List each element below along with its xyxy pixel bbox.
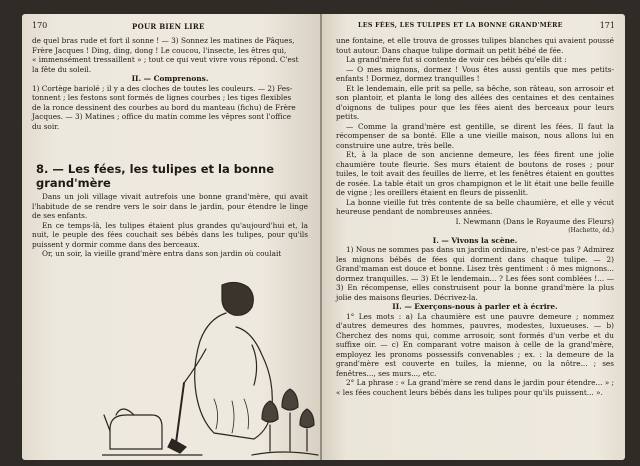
left-page-number: 170: [32, 21, 48, 30]
intro-line: de quel bras rude et fort il sonne ! — 3) Sonnez les matines de Pâques,: [32, 36, 295, 45]
story-paragraph: — Comme la grand'mère est gentille, se dirent les fées. Il faut la récompenser de sa bonté. Elle a une vieille maison, nous allons lui en construire une autre, très belle.: [336, 121, 614, 150]
story-paragraph: La bonne vieille fut très contente de sa belle chaumière, et elle y vécut heureuse pendant de nombreuses années.: [336, 197, 614, 216]
story-paragraph: Et le lendemain, elle prit sa pelle, sa bêche, son râteau, son arrosoir et son plantoir, et planta le long des allées des centaines et des centaines d'oignons de tulipes pour que les fées aient des berceaux pour leurs petits.: [336, 83, 614, 121]
left-intro-block: [32, 36, 308, 131]
story-paragraph: Et, à la place de son ancienne demeure, les fées firent une jolie chaumière toute fleurie. Ses murs étaient de boutons de roses ; pour tuiles, le toit avait des feuilles de lierre, et les fenêtres étaient en gouttes de rosée. La table était un gros champignon et le lit était une belle feuille de vigne ; les oreillers étaient en fleurs de pissenlit.: [336, 150, 614, 197]
intro-line: la fête du soleil.: [32, 64, 92, 74]
story-paragraph: En ce temps-là, les tulipes étaient plus grandes qu'aujourd'hui et, la nuit, le peuple des fées couchait ses bébés dans les tulipes, pour qu'ils puissent y dormir comme dans des berceaux.: [32, 220, 308, 249]
story-paragraph: Dans un joli village vivait autrefois une bonne grand'mère, qui avait l'habitude de se rendre vers le soir dans le jardin, pour étendre le linge de ses enfants.: [32, 192, 308, 220]
author-credit: I. Newmann (Dans le Royaume des Fleurs): [455, 216, 614, 226]
left-running-head: POUR BIEN LIRE: [132, 22, 205, 31]
right-text-block: [336, 36, 614, 397]
section2-item: 1° Les mots : a) La chaumière est une pauvre demeure ; nommez d'autres demeures des hommes, pauvres, modestes, luxueuses. — b) Cherchez des noms qui, comme arrosoir, sont formés d'un verbe et du suffixe oir. — c) En comparant votre maison à celle de la grand'mère, employez les pronoms possessifs convenables ; ex. : la demeure de la grand'mère est couverte en tuiles, la mienne, ou la nôtre... ; ses fenêtres..., ses murs..., etc.: [336, 311, 614, 378]
section1-heading: I. — Vivons la scène.: [432, 235, 518, 245]
section2-item: 2° La phrase : « La grand'mère se rend dans le jardin pour étendre... » ; « les fées couchent leurs bébés dans les tulipes pour qu'ils puissent... ».: [336, 378, 614, 397]
comprenons-line: 1) Cortège bariolé ; il y a des cloches de toutes les couleurs. — 2) Fes-: [32, 83, 293, 93]
publisher-credit: (Hachette, éd.): [568, 227, 614, 234]
story-paragraph: Or, un soir, la vieille grand'mère entra dans son jardin où coulait: [42, 249, 282, 258]
story-paragraph: une fontaine, et elle trouva de grosses tulipes blanches qui avaient poussé tout autour. Dans chaque tulipe dormait un petit bébé de fée.: [336, 36, 614, 55]
left-story-block: [32, 192, 308, 259]
grandmother-tulips-illustration: [102, 279, 320, 457]
comprenons-line: tonnent ; les festons sont formés de lignes courbes ; les tiges flexibles: [32, 93, 292, 102]
intro-line: « immensément tressaillent » ; tout ce qui veut vivre vous répond. C'est: [32, 55, 299, 64]
right-running-head: LES FÉES, LES TULIPES ET LA BONNE GRAND'MÈRE: [358, 22, 563, 29]
story-paragraph: La grand'mère fut si contente de voir ces bébés qu'elle dit :: [346, 55, 567, 64]
right-page: [322, 14, 625, 460]
left-page: [22, 14, 320, 460]
right-page-number: 171: [599, 21, 615, 30]
comprenons-line: Jacques. — 3) Matines ; office du matin comme les vêpres sont l'office: [32, 112, 292, 121]
section1-text: 1) Nous ne sommes pas dans un jardin ordinaire, n'est-ce pas ? Admirez les mignons bébés de fées qui dorment dans chaque tulipe. — 2) Grand'maman est douce et bonne. Lisez très gentiment : ô mes mignons... dormez tranquilles. — 3) Et le lendemain... ? Les fées sont comblées !... — 3) En récompense, elles construisent pour la bonne grand'mère la plus jolie des maisons fleuries. Décrivez-la.: [336, 245, 614, 302]
comprenons-line: de la ronce dessinent des courbes au bord du manteau (fichu) de Frère: [32, 102, 296, 112]
section2-heading: II. — Exerçons-nous à parler et à écrire.: [392, 302, 558, 311]
story-paragraph: — O mes mignons, dormez ! Vous êtes aussi gentils que mes petits-enfants ! Dormez, dormez tranquilles !: [336, 64, 614, 83]
chapter-title: 8. — Les fées, les tulipes et la bonne grand'mère: [36, 162, 275, 190]
comprenons-line: du soir.: [32, 121, 60, 131]
comprenons-heading: II. — Comprenons.: [131, 74, 209, 83]
intro-line: Frère Jacques ! Ding, ding, dong ! Le coucou, l'insecte, les êtres qui,: [32, 45, 287, 55]
